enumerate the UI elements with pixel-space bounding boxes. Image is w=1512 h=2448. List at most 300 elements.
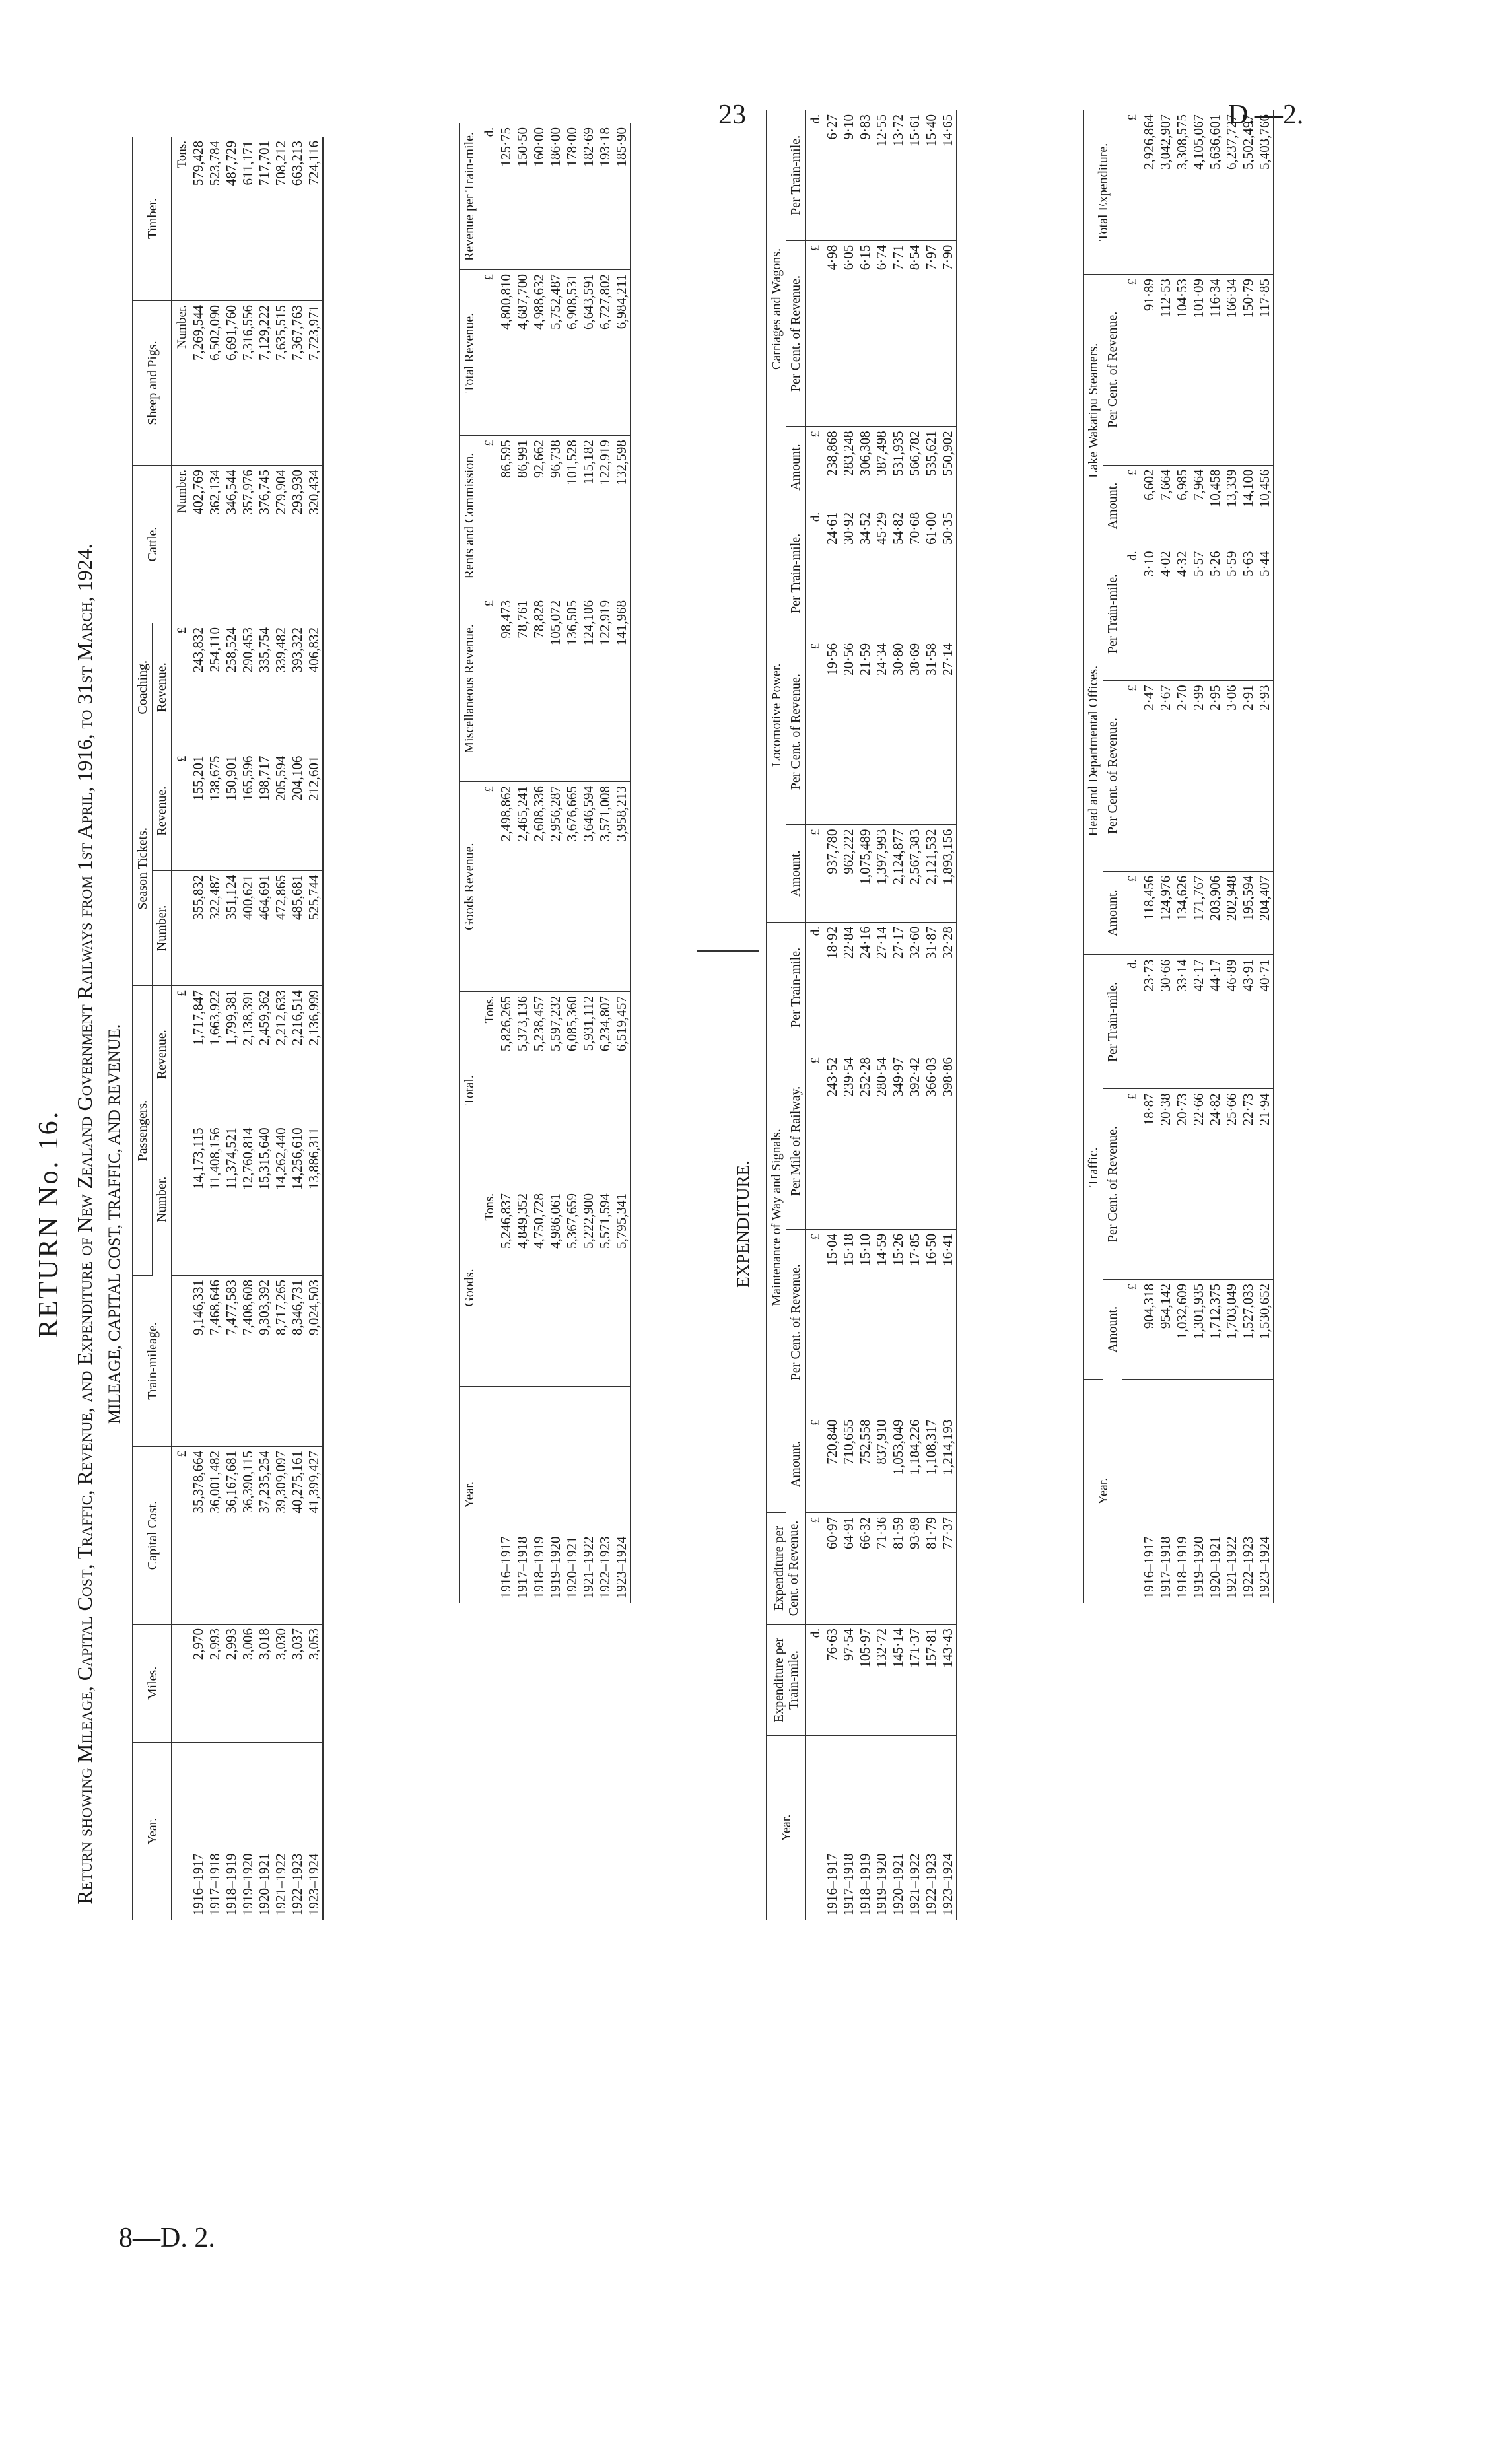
cell: 91·89 [1141, 275, 1157, 466]
cell: 8,346,731 [289, 1276, 306, 1447]
cell: 77·37 [940, 1513, 957, 1625]
cell: 5,795,341 [613, 1189, 631, 1387]
table-row [824, 110, 841, 1920]
cell: 1,184,226 [907, 1415, 923, 1513]
unit: d. [479, 123, 498, 269]
cell: 14·59 [874, 1229, 890, 1415]
cell: 6,691,760 [223, 301, 240, 466]
col-train-mileage: Train-mileage. [133, 1276, 172, 1447]
cell: 2,993 [207, 1625, 223, 1743]
cell: 322,487 [207, 870, 223, 985]
cell: 5,222,900 [580, 1189, 597, 1387]
cell: 20·38 [1157, 1089, 1174, 1279]
cell: 15·10 [857, 1229, 874, 1415]
table-row [1141, 110, 1157, 1603]
col-miscellaneous-revenue: Miscellaneous Revenue. [460, 596, 479, 781]
cell: 21·59 [857, 639, 874, 825]
cell: 349·97 [890, 1053, 907, 1229]
table-row [1190, 110, 1207, 1603]
cell: 7,723,971 [306, 301, 323, 466]
cell: 7,269,544 [190, 301, 207, 466]
table-row [1157, 110, 1174, 1603]
table-row [223, 137, 240, 1920]
cell: 195,594 [1240, 871, 1256, 955]
cell: 44·17 [1207, 955, 1223, 1089]
cell: 393,322 [289, 623, 306, 752]
unit: £ [479, 782, 498, 992]
cell: 15·26 [890, 1229, 907, 1415]
unit: £ [806, 427, 825, 508]
col-loco-per-cent: Per Cent. of Revenue. [786, 639, 806, 825]
col-maint-per-train-mile: Per Train-mile. [786, 923, 806, 1053]
cell: 5,238,457 [531, 992, 547, 1189]
col-year: Year. [767, 1736, 806, 1920]
cell: 116·34 [1207, 275, 1223, 466]
cell: 320,434 [306, 466, 323, 623]
unit-row [1122, 110, 1142, 1603]
unit: £ [172, 986, 191, 1123]
col-maintenance-way-signals: Maintenance of Way and Signals. [767, 923, 786, 1513]
cell: 70·68 [907, 508, 923, 639]
cell: 112·53 [1157, 275, 1174, 466]
cell: 39,309,097 [273, 1447, 289, 1625]
cell: 124,976 [1157, 871, 1174, 955]
cell: 2,124,877 [890, 825, 907, 923]
cell: 9,146,331 [190, 1276, 207, 1447]
cell: 2·47 [1141, 681, 1157, 871]
cell: 160·00 [531, 123, 547, 269]
unit: £ [806, 825, 825, 923]
cell: 243,832 [190, 623, 207, 752]
cell: 2,956,287 [547, 782, 564, 992]
cell: 118,456 [1141, 871, 1157, 955]
unit: £ [1122, 275, 1142, 466]
cell: 6·15 [857, 240, 874, 427]
unit: £ [806, 1229, 825, 1415]
cell: 5·57 [1190, 547, 1207, 681]
cell: 14,262,440 [273, 1123, 289, 1276]
cell: 105·97 [857, 1625, 874, 1736]
cell: 14,173,115 [190, 1123, 207, 1276]
cell: 22·66 [1190, 1089, 1207, 1279]
cell: 710,655 [841, 1415, 857, 1513]
year-cell: 1921–1922 [580, 1536, 596, 1599]
goods-revenue-table [459, 123, 631, 1603]
cell: 5·63 [1240, 547, 1256, 681]
cell: 141,968 [613, 596, 631, 781]
cell: 5,571,594 [597, 1189, 613, 1387]
cell: 717,701 [256, 137, 273, 301]
cell: 663,213 [289, 137, 306, 301]
cell: 366·03 [923, 1053, 940, 1229]
cell: 6,985 [1174, 465, 1190, 547]
year-cell: 1920–1921 [1207, 1536, 1223, 1599]
cell: 7,468,646 [207, 1276, 223, 1447]
cell: 11,374,521 [223, 1123, 240, 1276]
cell: 837,910 [874, 1415, 890, 1513]
cell: 7,129,222 [256, 301, 273, 466]
cell: 283,248 [841, 427, 857, 508]
cell: 15·04 [824, 1229, 841, 1415]
col-capital-cost: Capital Cost. [133, 1447, 172, 1625]
cell: 81·59 [890, 1513, 907, 1625]
table-row [890, 110, 907, 1920]
cell: 14,100 [1240, 465, 1256, 547]
cell: 252·28 [857, 1053, 874, 1229]
cell: 18·87 [1141, 1089, 1157, 1279]
cell: 525,744 [306, 870, 323, 985]
cell: 1,397,993 [874, 825, 890, 923]
cell: 115,182 [580, 436, 597, 596]
cell: 198,717 [256, 752, 273, 870]
unit: £ [479, 269, 498, 435]
col-lake-amount: Amount. [1103, 465, 1122, 547]
year-cell: 1920–1921 [890, 1853, 906, 1916]
table-row [498, 123, 514, 1603]
year-cell: 1917–1918 [1157, 1536, 1173, 1599]
cell: 13,886,311 [306, 1123, 323, 1276]
cell: 27·14 [874, 923, 890, 1053]
cell: 1,663,922 [207, 986, 223, 1123]
cell: 12·55 [874, 110, 890, 240]
cell: 3,958,213 [613, 782, 631, 992]
cell: 1,075,489 [857, 825, 874, 923]
table-row [240, 137, 256, 1920]
unit-row [806, 110, 825, 1920]
unit-row [479, 123, 498, 1603]
cell: 54·82 [890, 508, 907, 639]
unit: £ [172, 1447, 191, 1625]
unit: d. [1122, 955, 1142, 1089]
cell: 4,986,061 [547, 1189, 564, 1387]
cell: 7·90 [940, 240, 957, 427]
cell: 376,745 [256, 466, 273, 623]
col-carr-per-train-mile: Per Train-mile. [786, 110, 806, 240]
cell: 182·69 [580, 123, 597, 269]
cell: 1,799,381 [223, 986, 240, 1123]
cell: 531,935 [890, 427, 907, 508]
cell: 41,399,427 [306, 1447, 323, 1625]
cell: 357,976 [240, 466, 256, 623]
cell: 3,037 [289, 1625, 306, 1743]
col-goods: Goods. [460, 1189, 479, 1387]
cell: 98,473 [498, 596, 514, 781]
cell: 9,024,503 [306, 1276, 323, 1447]
year-cell: 1919–1920 [874, 1853, 889, 1916]
cell: 2·70 [1174, 681, 1190, 871]
cell: 36,167,681 [223, 1447, 240, 1625]
cell: 40·71 [1256, 955, 1274, 1089]
year-cell: 1918–1919 [1174, 1536, 1190, 1599]
cell: 24·82 [1207, 1089, 1223, 1279]
cell: 27·17 [890, 923, 907, 1053]
expenditure-traffic-table [1083, 110, 1274, 1603]
col-total: Total. [460, 992, 479, 1189]
cell: 43·91 [1240, 955, 1256, 1089]
year-cell: 1918–1919 [531, 1536, 547, 1599]
cell: 392·42 [907, 1053, 923, 1229]
cell: 4,988,632 [531, 269, 547, 435]
cell: 7,408,608 [240, 1276, 256, 1447]
col-expenditure-per-train-mile: Expenditure per Train-mile. [767, 1625, 806, 1736]
cell: 306,308 [857, 427, 874, 508]
cell: 5,752,487 [547, 269, 564, 435]
cell: 105,072 [547, 596, 564, 781]
table-row [857, 110, 874, 1920]
cell: 166·34 [1223, 275, 1240, 466]
col-traffic-per-cent: Per Cent. of Revenue. [1103, 1089, 1122, 1279]
cell: 33·14 [1174, 955, 1190, 1089]
cell: 6·74 [874, 240, 890, 427]
cell: 611,171 [240, 137, 256, 301]
cell: 485,681 [289, 870, 306, 985]
expenditure-title: EXPENDITURE. [733, 1160, 753, 1288]
col-total-expenditure: Total Expenditure. [1083, 110, 1122, 275]
cell: 3,571,008 [597, 782, 613, 992]
year-cell: 1922–1923 [923, 1853, 939, 1916]
cell: 5,826,265 [498, 992, 514, 1189]
cell: 1,893,156 [940, 825, 957, 923]
cell: 708,212 [273, 137, 289, 301]
cell: 3,308,575 [1174, 110, 1190, 275]
unit-row [172, 137, 191, 1920]
cell: 66·32 [857, 1513, 874, 1625]
cell: 2·95 [1207, 681, 1223, 871]
cell: 40,275,161 [289, 1447, 306, 1625]
cell: 203,906 [1207, 871, 1223, 955]
cell: 280·54 [874, 1053, 890, 1229]
col-season-tickets: Season Tickets. [133, 752, 153, 986]
cell: 1,703,049 [1223, 1279, 1240, 1379]
cell: 171,767 [1190, 871, 1207, 955]
cell: 50·35 [940, 508, 957, 639]
cell: 4,750,728 [531, 1189, 547, 1387]
cell: 2,970 [190, 1625, 207, 1743]
cell: 61·00 [923, 508, 940, 639]
cell: 46·89 [1223, 955, 1240, 1089]
table-row [1207, 110, 1223, 1603]
unit: £ [806, 1053, 825, 1229]
cell: 5,597,232 [547, 992, 564, 1189]
col-revenue-per-train-mile: Revenue per Train-mile. [460, 123, 479, 269]
cell: 954,142 [1157, 1279, 1174, 1379]
cell: 10,458 [1207, 465, 1223, 547]
cell: 2,121,532 [923, 825, 940, 923]
year-cell: 1918–1919 [857, 1853, 873, 1916]
cell: 2·67 [1157, 681, 1174, 871]
cell: 122,919 [597, 596, 613, 781]
col-loco-amount: Amount. [786, 825, 806, 923]
cell: 4·02 [1157, 547, 1174, 681]
cell: 32·60 [907, 923, 923, 1053]
cell: 204,106 [289, 752, 306, 870]
table-row [547, 123, 564, 1603]
cell: 17·85 [907, 1229, 923, 1415]
cell: 4,800,810 [498, 269, 514, 435]
cell: 4·98 [824, 240, 841, 427]
year-cell: 1920–1921 [256, 1853, 272, 1916]
cell: 36,390,115 [240, 1447, 256, 1625]
unit: d. [806, 508, 825, 639]
unit: Tons. [172, 137, 191, 301]
table-row [1223, 110, 1240, 1603]
cell: 204,407 [1256, 871, 1274, 955]
col-maint-per-mile: Per Mile of Railway. [786, 1053, 806, 1229]
col-miles: Miles. [133, 1625, 172, 1743]
cell: 279,904 [273, 466, 289, 623]
cell: 37,235,254 [256, 1447, 273, 1625]
cell: 9·10 [841, 110, 857, 240]
cell: 14,256,610 [289, 1123, 306, 1276]
cell: 523,784 [207, 137, 223, 301]
col-goods-revenue: Goods Revenue. [460, 782, 479, 992]
unit: Number. [172, 301, 191, 466]
cell: 193·18 [597, 123, 613, 269]
cell: 86,595 [498, 436, 514, 596]
col-passengers: Passengers. [133, 986, 153, 1276]
unit: Tons. [479, 1189, 498, 1387]
table-row [1240, 110, 1256, 1603]
unit: £ [479, 436, 498, 596]
cell: 6,908,531 [564, 269, 580, 435]
year-cell: 1917–1918 [207, 1853, 223, 1916]
cell: 178·00 [564, 123, 580, 269]
cell: 351,124 [223, 870, 240, 985]
year-cell: 1919–1920 [240, 1853, 256, 1916]
cell: 157·81 [923, 1625, 940, 1736]
col-rents-commission: Rents and Commission. [460, 436, 479, 596]
year-cell: 1921–1922 [1223, 1536, 1239, 1599]
cell: 132,598 [613, 436, 631, 596]
cell: 15·40 [923, 110, 940, 240]
cell: 13·72 [890, 110, 907, 240]
cell: 3,042,907 [1157, 110, 1174, 275]
cell: 6·05 [841, 240, 857, 427]
cell: 937,780 [824, 825, 841, 923]
col-timber: Timber. [133, 137, 172, 301]
cell: 2,216,514 [289, 986, 306, 1123]
cell: 2,498,862 [498, 782, 514, 992]
document-reference: D.—2. [1228, 100, 1304, 130]
cell: 5,636,601 [1207, 110, 1223, 275]
table-row [923, 110, 940, 1920]
cell: 125·75 [498, 123, 514, 269]
cell: 5,373,136 [514, 992, 531, 1189]
mileage-capital-traffic-table [132, 137, 324, 1920]
cell: 2·93 [1256, 681, 1274, 871]
cell: 254,110 [207, 623, 223, 752]
cell: 387,498 [874, 427, 890, 508]
year-cell: 1922–1923 [1240, 1536, 1256, 1599]
unit: Tons. [479, 992, 498, 1189]
cell: 15·18 [841, 1229, 857, 1415]
cell: 5,367,659 [564, 1189, 580, 1387]
expenditure-table [766, 110, 957, 1920]
cell: 31·58 [923, 639, 940, 825]
cell: 1,214,193 [940, 1415, 957, 1513]
cell: 34·52 [857, 508, 874, 639]
cell: 3,053 [306, 1625, 323, 1743]
cell: 20·73 [1174, 1089, 1190, 1279]
cell: 550,902 [940, 427, 957, 508]
cell: 1,530,652 [1256, 1279, 1274, 1379]
cell: 2,465,241 [514, 782, 531, 992]
table-row [289, 137, 306, 1920]
cell: 143·43 [940, 1625, 957, 1736]
table-row [580, 123, 597, 1603]
cell: 2,136,999 [306, 986, 323, 1123]
unit: £ [806, 639, 825, 825]
year-cell: 1919–1920 [1190, 1536, 1206, 1599]
table-row [613, 123, 631, 1603]
cell: 1,032,609 [1174, 1279, 1190, 1379]
cell: 3,030 [273, 1625, 289, 1743]
cell: 15,315,640 [256, 1123, 273, 1276]
cell: 117·85 [1256, 275, 1274, 466]
cell: 243·52 [824, 1053, 841, 1229]
cell: 186·00 [547, 123, 564, 269]
cell: 13,339 [1223, 465, 1240, 547]
cell: 134,626 [1174, 871, 1190, 955]
cell: 6,519,457 [613, 992, 631, 1189]
return-number: RETURN No. 16. [34, 1109, 64, 1339]
cell: 2,608,336 [531, 782, 547, 992]
year-cell: 1916–1917 [1141, 1536, 1157, 1599]
cell: 145·14 [890, 1625, 907, 1736]
cell: 1,712,375 [1207, 1279, 1223, 1379]
unit: £ [172, 623, 191, 752]
cell: 7,367,763 [289, 301, 306, 466]
table-row [1256, 110, 1274, 1603]
cell: 96,738 [547, 436, 564, 596]
cell: 400,621 [240, 870, 256, 985]
unit: d. [806, 1625, 825, 1736]
col-traffic-per-train-mile: Per Train-mile. [1103, 955, 1122, 1089]
year-cell: 1922–1923 [289, 1853, 305, 1916]
cell: 1,108,317 [923, 1415, 940, 1513]
cell: 18·92 [824, 923, 841, 1053]
cell: 15·61 [907, 110, 923, 240]
cell: 171·37 [907, 1625, 923, 1736]
cell: 10,456 [1256, 465, 1274, 547]
cell: 16·41 [940, 1229, 957, 1415]
cell: 7,477,583 [223, 1276, 240, 1447]
cell: 239·54 [841, 1053, 857, 1229]
cell: 6,502,090 [207, 301, 223, 466]
cell: 104·53 [1174, 275, 1190, 466]
cell: 150·79 [1240, 275, 1256, 466]
cell: 24·61 [824, 508, 841, 639]
col-head-per-train-mile: Per Train-mile. [1103, 547, 1122, 681]
page-number: 23 [718, 100, 746, 130]
cell: 2,212,633 [273, 986, 289, 1123]
col-carriages-wagons: Carriages and Wagons. [767, 110, 786, 508]
col-traffic: Traffic. [1083, 955, 1103, 1380]
cell: 60·97 [824, 1513, 841, 1625]
cell: 7,964 [1190, 465, 1207, 547]
cell: 138,675 [207, 752, 223, 870]
cell: 3,006 [240, 1625, 256, 1743]
col-sheep-pigs: Sheep and Pigs. [133, 301, 172, 466]
cell: 3,646,594 [580, 782, 597, 992]
table-row [841, 110, 857, 1920]
cell: 5·44 [1256, 547, 1274, 681]
cell: 25·66 [1223, 1089, 1240, 1279]
year-cell: 1921–1922 [273, 1853, 289, 1916]
cell: 339,482 [273, 623, 289, 752]
cell: 2·91 [1240, 681, 1256, 871]
cell: 24·16 [857, 923, 874, 1053]
